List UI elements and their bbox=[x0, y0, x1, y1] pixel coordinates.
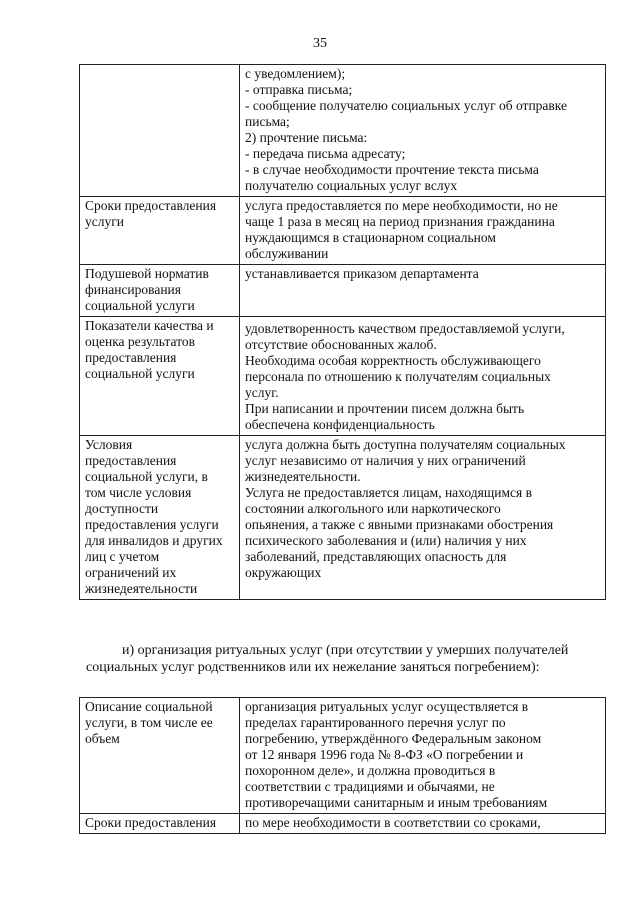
label-line: том числе условия bbox=[85, 485, 192, 500]
label-line: социальной услуги bbox=[85, 298, 195, 313]
label-line: социальной услуги bbox=[85, 366, 195, 381]
label-cell bbox=[80, 436, 240, 600]
text-line: окружающих bbox=[245, 565, 322, 580]
paragraph-line: социальных услуг родственников или их нежелание заняться погребением): bbox=[86, 660, 540, 675]
text-line: отсутствие обоснованных жалоб. bbox=[245, 337, 437, 352]
text-line: персонала по отношению к получателям социальных bbox=[245, 369, 551, 384]
table-row-conditions bbox=[80, 436, 606, 600]
value-cell bbox=[240, 698, 606, 814]
label-line: финансирования bbox=[85, 282, 181, 297]
label-line: лиц с учетом bbox=[85, 549, 160, 564]
table-row-terms bbox=[80, 814, 606, 834]
text-line: заболеваний, представляющих опасность для bbox=[245, 549, 507, 564]
label-cell-empty bbox=[80, 65, 240, 197]
label-cell bbox=[80, 698, 240, 814]
text-line: соответствии с традициями и обычаями, не bbox=[245, 779, 495, 794]
text-line: Услуга не предоставляется лицам, находящимся в bbox=[245, 485, 532, 500]
label-line: услуги bbox=[85, 214, 124, 229]
text-line: услуга должна быть доступна получателям социальных bbox=[245, 437, 566, 452]
label-line: Условия bbox=[85, 437, 133, 452]
label-cell bbox=[80, 814, 240, 834]
label-line: предоставления bbox=[85, 350, 177, 365]
label-cell bbox=[80, 317, 240, 436]
text-line: обеспечена конфиденциальность bbox=[245, 417, 435, 432]
section-paragraph bbox=[86, 642, 606, 676]
label-line: объем bbox=[85, 731, 120, 746]
label-line: оценка результатов bbox=[85, 334, 195, 349]
label-line: Описание социальной bbox=[85, 699, 213, 714]
paragraph-line: и) организация ритуальных услуг (при отсутствии у умерших получателей bbox=[122, 643, 569, 658]
service-table-2 bbox=[79, 697, 606, 834]
text-line: При написании и прочтении писем должна быть bbox=[245, 401, 525, 416]
label-line: доступности bbox=[85, 501, 159, 516]
text-line: опьянения, а также с явными признаками обострения bbox=[245, 517, 554, 532]
text-line: чаще 1 раза в месяц на период признания гражданина bbox=[245, 214, 555, 229]
label-cell bbox=[80, 265, 240, 317]
value-cell bbox=[240, 197, 606, 265]
table-row-quality bbox=[80, 317, 606, 436]
text-line: нуждающимся в стационарном социальном bbox=[245, 230, 496, 245]
text-line: устанавливается приказом департамента bbox=[245, 266, 479, 281]
text-line: психического заболевания и (или) наличия у них bbox=[245, 533, 527, 548]
table-row-financing bbox=[80, 265, 606, 317]
label-line: Сроки предоставления bbox=[85, 815, 217, 830]
text-line: - сообщение получателю социальных услуг об отправке bbox=[245, 98, 568, 113]
text-line: организация ритуальных услуг осуществляется в bbox=[245, 699, 529, 714]
text-line: жизнедеятельности. bbox=[245, 469, 361, 484]
text-line: услуга предоставляется по мере необходимости, но не bbox=[245, 198, 558, 213]
text-line: противоречащими санитарным и иным требованиям bbox=[245, 795, 548, 810]
label-line: Сроки предоставления bbox=[85, 198, 217, 213]
table-row-description bbox=[80, 698, 606, 814]
table-row-continuation bbox=[80, 65, 606, 197]
text-line: Необходима особая корректность обслуживающего bbox=[245, 353, 541, 368]
text-line: обслуживании bbox=[245, 246, 329, 261]
value-cell bbox=[240, 814, 606, 834]
text-line: услуг. bbox=[245, 385, 279, 400]
text-line: письма; bbox=[245, 114, 290, 129]
text-line: состоянии алкогольного или наркотического bbox=[245, 501, 501, 516]
label-line: услуги, в том числе ее bbox=[85, 715, 213, 730]
value-cell bbox=[240, 265, 606, 317]
value-cell bbox=[240, 317, 606, 436]
text-line: 2) прочтение письма: bbox=[245, 130, 368, 145]
text-line: - передача письма адресату; bbox=[245, 146, 406, 161]
text-line: - отправка письма; bbox=[245, 82, 353, 97]
text-line: похоронном деле», и должна проводиться в bbox=[245, 763, 496, 778]
text-line: - в случае необходимости прочтение текста письма bbox=[245, 162, 539, 177]
text-line: по мере необходимости в соответствии со сроками, bbox=[245, 815, 541, 830]
label-line: предоставления услуги bbox=[85, 517, 219, 532]
text-line: с уведомлением); bbox=[245, 66, 346, 81]
value-cell bbox=[240, 436, 606, 600]
label-line: для инвалидов и других bbox=[85, 533, 223, 548]
value-cell-continuation bbox=[240, 65, 606, 197]
label-cell bbox=[80, 197, 240, 265]
label-line: ограничений их bbox=[85, 565, 177, 580]
text-line: погребению, утверждённого Федеральным законом bbox=[245, 731, 542, 746]
label-line: жизнедеятельности bbox=[85, 581, 198, 596]
text-line: получателю социальных услуг вслух bbox=[245, 178, 458, 193]
service-table-1 bbox=[79, 64, 606, 600]
label-line: Показатели качества и bbox=[85, 318, 214, 333]
page-number: 35 bbox=[313, 36, 327, 51]
label-line: социальной услуги, в bbox=[85, 469, 208, 484]
label-line: предоставления bbox=[85, 453, 177, 468]
text-line: от 12 января 1996 года № 8-ФЗ «О погребении и bbox=[245, 747, 524, 762]
table-row-terms bbox=[80, 197, 606, 265]
text-line: пределах гарантированного перечня услуг по bbox=[245, 715, 506, 730]
text-line: удовлетворенность качеством предоставляемой услуги, bbox=[245, 321, 565, 336]
label-line: Подушевой норматив bbox=[85, 266, 209, 281]
text-line: услуг независимо от наличия у них ограничений bbox=[245, 453, 526, 468]
